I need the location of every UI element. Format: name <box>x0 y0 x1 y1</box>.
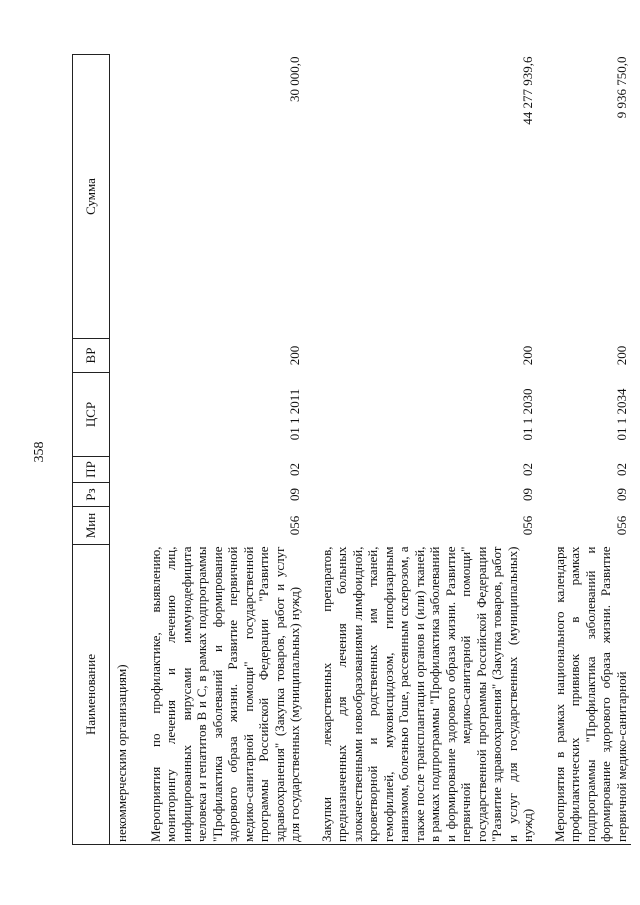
table-header-row <box>73 55 110 845</box>
row-rz: 09 <box>613 488 629 501</box>
row-pr: 02 <box>613 463 629 476</box>
table-row <box>134 55 305 845</box>
row-vr: 200 <box>613 345 629 366</box>
row-min: 056 <box>287 515 302 536</box>
table-row <box>538 55 632 845</box>
header-csr: ЦСР <box>73 373 110 457</box>
row-csr: 01 1 2011 <box>287 388 302 441</box>
row-sum: 44 277 939,6 <box>520 56 535 125</box>
table-row <box>305 55 538 845</box>
row-csr: 01 1 2034 <box>613 388 629 441</box>
row-rz: 09 <box>520 488 535 501</box>
row-min: 056 <box>520 515 535 536</box>
row-name: Мероприятия в рамках национального календаря профилактических прививок в рамках подпрограммы "Профилактика заболеваний и формирование здорового образа жизни. Развитие первичной медико-санитарной <box>538 545 632 845</box>
row-name: Закупки лекарственных препаратов, предназначенных для лечения больных злокачественными новообразованиями лимфоидной, кроветворной и родственных им тканей, гемофилией, муковисцидозом, гипофизарным нанизмом, болезнью Гоше, рассеянным склерозом, а также после трансплантации органов и (или) тканей, в рамках подпрограммы "Профилактика заболеваний и формирование здорового образа жизни. Развитие первичной медико-санитарной помощи" государственной программы Российской Федерации "Развитие здравоохранения" (Закупка товаров, работ и услуг для государственных (муниципальных) нужд) <box>305 545 538 845</box>
budget-table <box>72 54 631 845</box>
header-name: Наименование <box>73 545 110 845</box>
header-vr: ВР <box>73 339 110 373</box>
header-sum: Сумма <box>73 55 110 339</box>
row-pr: 02 <box>287 463 302 476</box>
rotated-page-content <box>72 55 629 845</box>
continuation-text: некоммерческим организациям) <box>110 545 134 845</box>
row-csr: 01 1 2030 <box>520 388 535 441</box>
row-vr: 200 <box>520 345 535 366</box>
row-sum: 30 000,0 <box>287 56 302 102</box>
table-row-continuation <box>110 55 134 845</box>
header-min: Мин <box>73 507 110 545</box>
page-number: 358 <box>32 441 47 463</box>
header-rz: Рз <box>73 483 110 507</box>
row-rz: 09 <box>287 488 302 501</box>
row-vr: 200 <box>287 345 302 366</box>
row-name: Мероприятия по профилактике, выявлению, мониторингу лечения и лечению лиц, инфицированных вирусами иммунодефицита человека и гепатитов В и С, в рамках подпрограммы "Профилактика заболеваний и формирование здорового образа жизни. Развитие первичной медико-санитарной помощи" государственной программы Российской Федерации "Развитие здравоохранения" (Закупка товаров, работ и услуг для государственных (муниципальных) нужд) <box>134 545 305 845</box>
row-sum: 9 936 750,0 <box>613 56 629 119</box>
header-pr: ПР <box>73 457 110 483</box>
row-pr: 02 <box>520 463 535 476</box>
row-min: 056 <box>613 515 629 536</box>
